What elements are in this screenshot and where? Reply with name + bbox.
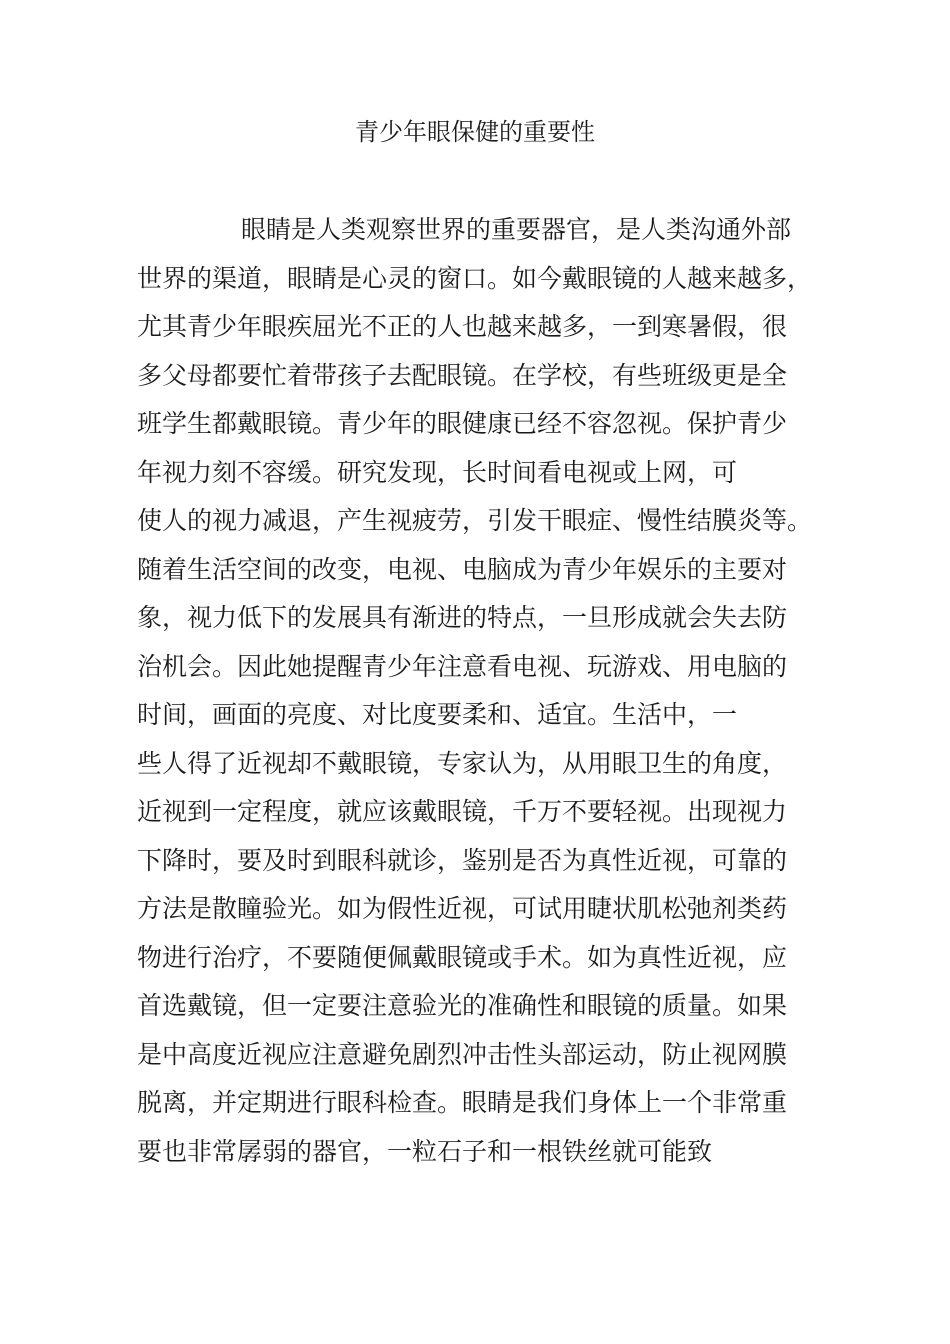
body-line: 下降时，要及时到眼科就诊，鉴别是否为真性近视，可靠的	[137, 845, 788, 875]
body-line: 近视到一定程度，就应该戴眼镜，千万不要轻视。出现视力	[137, 797, 788, 826]
body-line: 使人的视力减退，产生视疲劳，引发干眼症、慢性结膜炎等。	[137, 506, 813, 535]
body-line: 班学生都戴眼镜。青少年的眼健康已经不容忽视。保护青少	[137, 409, 788, 438]
body-line: 首选戴镜，但一定要注意验光的准确性和眼镜的质量。如果	[137, 991, 788, 1020]
body-line: 尤其青少年眼疾屈光不正的人也越来越多，一到寒暑假，很	[137, 312, 788, 341]
body-line: 世界的渠道，眼睛是心灵的窗口。如今戴眼镜的人越来越多，	[137, 263, 813, 293]
document-title: 青少年眼保健的重要性	[355, 118, 595, 146]
body-line: 年视力刻不容缓。研究发现，长时间看电视或上网，可	[137, 457, 738, 487]
body-line: 象，视力低下的发展具有渐进的特点，一旦形成就会失去防	[137, 603, 788, 632]
body-line: 多父母都要忙着带孩子去配眼镜。在学校，有些班级更是全	[137, 360, 788, 390]
body-line: 脱离，并定期进行眼科检查。眼睛是我们身体上一个非常重	[137, 1088, 788, 1117]
body-line: 是中高度近视应注意避免剧烈冲击性头部运动，防止视网膜	[137, 1039, 788, 1069]
body-line: 治机会。因此她提醒青少年注意看电视、玩游戏、用电脑的	[137, 651, 788, 681]
body-line: 要也非常孱弱的器官，一粒石子和一根铁丝就可能致	[137, 1136, 713, 1166]
body-line: 些人得了近视却不戴眼镜，专家认为，从用眼卫生的角度，	[137, 748, 788, 778]
document-body	[137, 206, 857, 1176]
body-line: 时间，画面的亮度、对比度要柔和、适宜。生活中，一	[137, 700, 738, 729]
body-line: 方法是散瞳验光。如为假性近视，可试用睫状肌松弛剂类药	[137, 894, 788, 923]
body-line: 随着生活空间的改变，电视、电脑成为青少年娱乐的主要对	[137, 554, 788, 584]
body-line: 物进行治疗，不要随便佩戴眼镜或手术。如为真性近视，应	[137, 942, 788, 972]
body-line: 眼睛是人类观察世界的重要器官，是人类沟通外部	[241, 215, 792, 244]
